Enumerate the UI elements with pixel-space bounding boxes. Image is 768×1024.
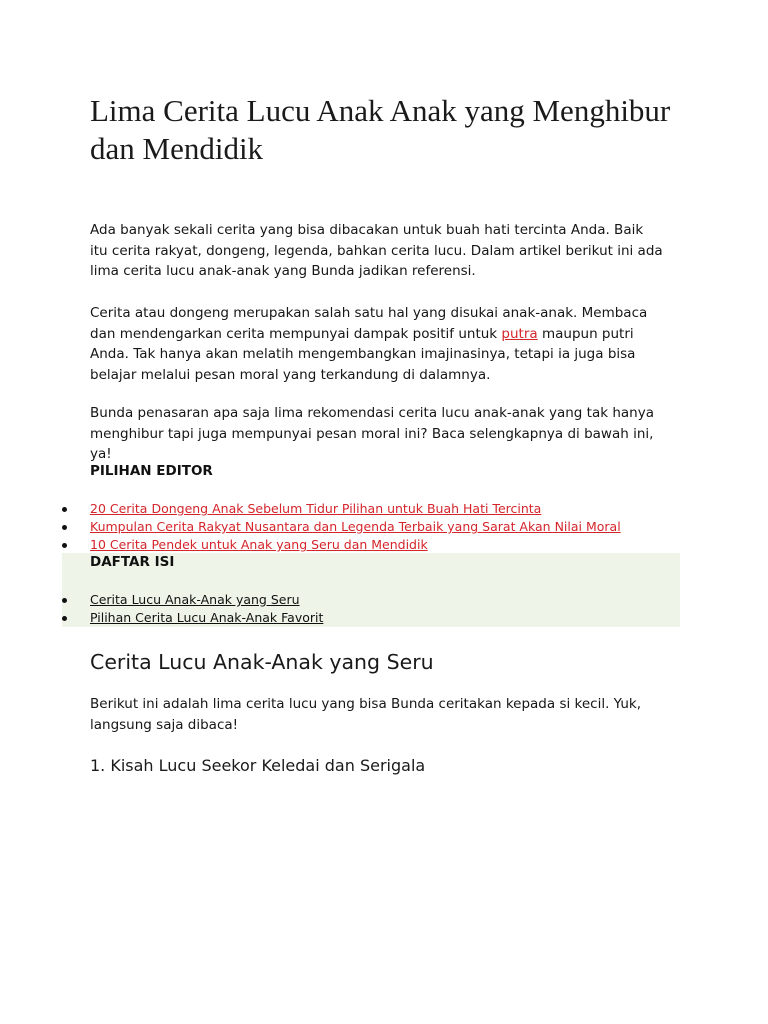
table-of-contents-list: [62, 591, 323, 627]
section-paragraph: Berikut ini adalah lima cerita lucu yang bisa Bunda ceritakan kepada si kecil. Yuk, langsung saja dibaca!: [90, 696, 642, 733]
toc-link-1[interactable]: Cerita Lucu Anak-Anak yang Seru: [90, 592, 300, 607]
list-item: [62, 536, 621, 554]
list-item: [62, 518, 621, 536]
editor-picks-list: [62, 500, 621, 554]
list-item: [62, 591, 323, 609]
editor-picks-label: PILIHAN EDITOR: [90, 463, 213, 479]
paragraph-3: Bunda penasaran apa saja lima rekomendasi cerita lucu anak-anak yang tak hanya menghibur tapi juga mempunyai pesan moral ini? Baca selengkapnya di bawah ini, ya!: [90, 405, 654, 462]
bullet-icon: [62, 543, 67, 548]
story-subheading: 1. Kisah Lucu Seekor Keledai dan Serigala: [90, 756, 426, 775]
paragraph-2-text-after: maupun putri Anda. Tak hanya akan melatih mengembangkan imajinasinya, tetapi ia juga bisa belajar melalui pesan moral yang terkandung di dalamnya.: [90, 325, 636, 383]
section-heading: Cerita Lucu Anak-Anak yang Seru: [90, 650, 434, 674]
putra-link[interactable]: putra: [501, 325, 538, 342]
editor-pick-link-1[interactable]: 20 Cerita Dongeng Anak Sebelum Tidur Pilihan untuk Buah Hati Tercinta: [90, 501, 542, 516]
paragraph-2: [90, 303, 665, 385]
list-item: [62, 500, 621, 518]
editor-pick-link-2[interactable]: Kumpulan Cerita Rakyat Nusantara dan Legenda Terbaik yang Sarat Akan Nilai Moral: [90, 519, 621, 534]
toc-link-2[interactable]: Pilihan Cerita Lucu Anak-Anak Favorit: [90, 610, 324, 625]
article-title: Lima Cerita Lucu Anak Anak yang Menghibur dan Mendidik: [90, 93, 671, 166]
editor-pick-link-3[interactable]: 10 Cerita Pendek untuk Anak yang Seru dan Mendidik: [90, 537, 428, 552]
bullet-icon: [62, 507, 67, 512]
intro-paragraph: Ada banyak sekali cerita yang bisa dibacakan untuk buah hati tercinta Anda. Baik itu cerita rakyat, dongeng, legenda, bahkan cerita lucu. Dalam artikel berikut ini ada lima cerita lucu anak-anak yang Bunda jadikan referensi.: [90, 222, 663, 279]
bullet-icon: [62, 525, 67, 530]
table-of-contents-label: DAFTAR ISI: [90, 554, 175, 570]
bullet-icon: [62, 598, 67, 603]
bullet-icon: [62, 616, 67, 621]
paragraph-2-text-before: Cerita atau dongeng merupakan salah satu hal yang disukai anak-anak. Membaca dan mendengarkan cerita mempunyai dampak positif untuk: [90, 305, 648, 342]
list-item: [62, 609, 323, 627]
